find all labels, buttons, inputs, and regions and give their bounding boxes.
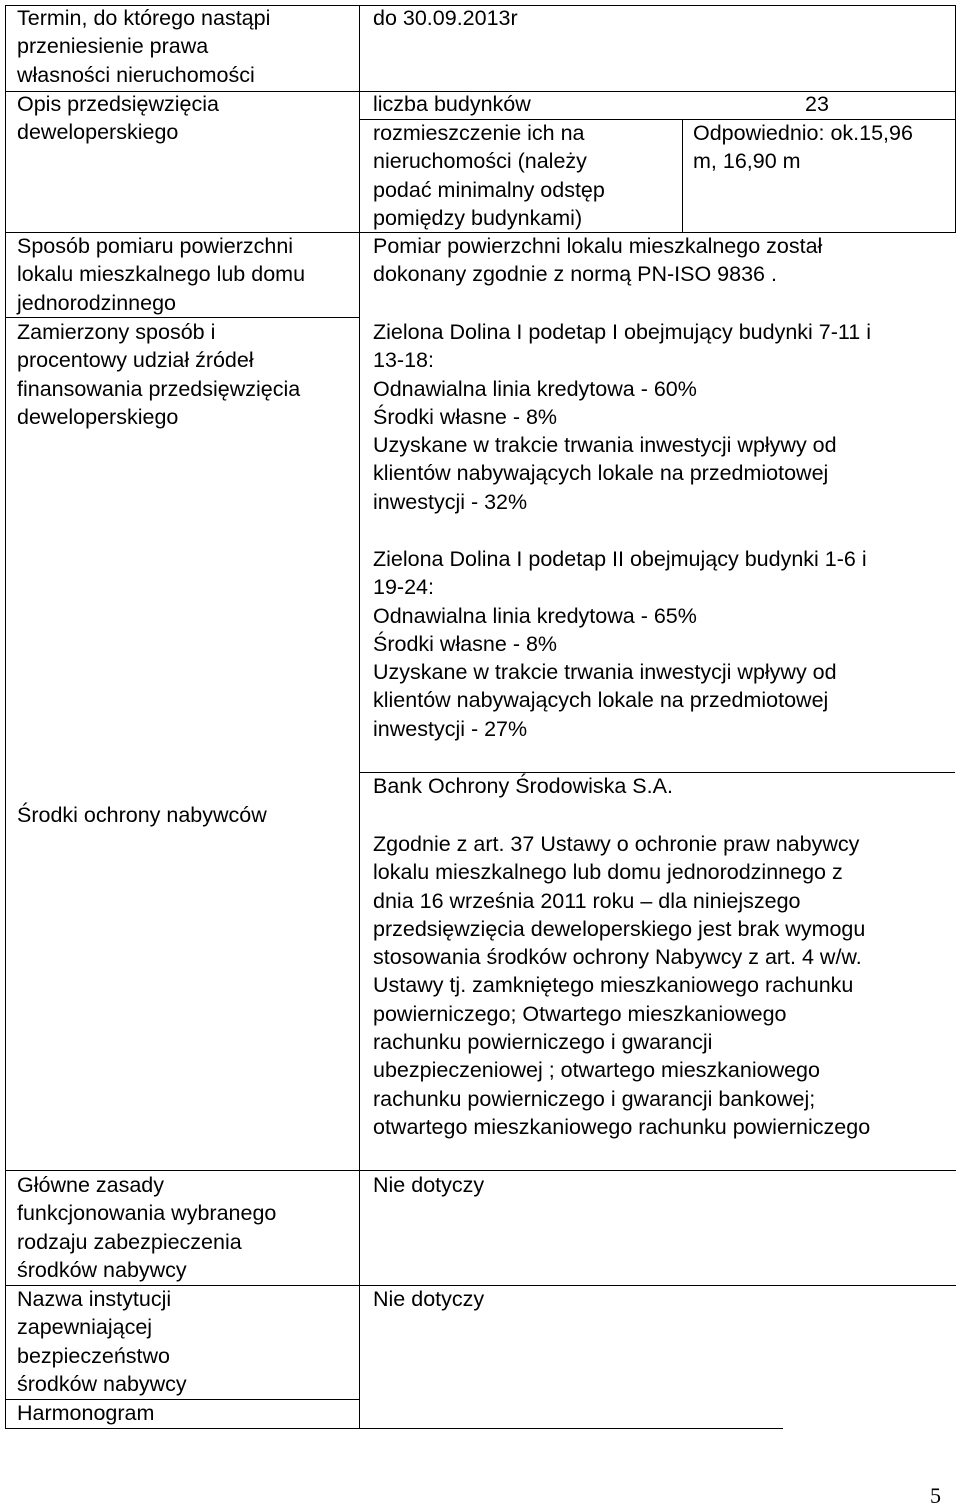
label-line: Główne zasady — [17, 1173, 164, 1197]
value-line: powierniczego; Otwartego mieszkaniowego — [373, 1001, 787, 1026]
label-line: Opis przedsięwzięcia — [17, 92, 219, 116]
value-line: Uzyskane w trakcie trwania inwestycji wpływy od — [373, 433, 837, 458]
grid-sub-divider — [682, 120, 683, 232]
finansowanie-etap1 — [373, 318, 871, 516]
pomiar-label — [17, 232, 305, 317]
value-line: rachunku powierniczego i gwarancji bankowej; — [373, 1086, 816, 1111]
grid-left-border — [5, 5, 6, 1429]
building-count-label: liczba budynków — [373, 92, 531, 116]
zasady-label — [17, 1171, 276, 1284]
grid-bottom-border — [5, 1428, 783, 1429]
value-line: Zgodnie z art. 37 Ustawy o ochronie praw nabywcy — [373, 832, 860, 856]
label-line: środków nabywcy — [17, 1257, 187, 1282]
grid-column-divider — [359, 5, 360, 1429]
value-line: Środki własne - 8% — [373, 631, 558, 656]
value-line: stosowania środków ochrony Nabywcy z art. 4 w/w. — [373, 945, 862, 970]
pomiar-value — [373, 232, 822, 289]
finansowanie-etap2 — [373, 545, 867, 743]
label-line: finansowania przedsięwzięcia — [17, 376, 301, 401]
value-line: dokonany zgodnie z normą PN-ISO 9836 . — [373, 262, 777, 287]
label-line: deweloperskiego — [17, 120, 179, 145]
value-line: Odnawialna linia kredytowa - 60% — [373, 376, 697, 401]
instytucja-value: Nie dotyczy — [373, 1287, 485, 1311]
building-count-value: 23 — [805, 92, 829, 116]
label-line: lokalu mieszkalnego lub domu — [17, 262, 306, 287]
value-line: Pomiar powierzchni lokalu mieszkalnego został — [373, 234, 823, 258]
value-line: Uzyskane w trakcie trwania inwestycji wpływy od — [373, 660, 837, 685]
opis-label — [17, 90, 219, 147]
value-line: klientów nabywających lokale na przedmiotowej — [373, 688, 829, 713]
label-line: procentowy udział źródeł — [17, 348, 254, 373]
instytucja-label — [17, 1285, 187, 1398]
label-line: Nazwa instytucji — [17, 1287, 172, 1311]
value-line: otwartego mieszkaniowego rachunku powierniczego — [373, 1114, 871, 1139]
value-line: Zielona Dolina I podetap II obejmujący budynki 1-6 i — [373, 547, 867, 571]
finansowanie-label — [17, 318, 300, 431]
value-line: inwestycji - 32% — [373, 489, 528, 514]
value-line: Środki własne - 8% — [373, 404, 558, 429]
label-line: zapewniającej — [17, 1315, 153, 1340]
value-line: rachunku powierniczego i gwarancji — [373, 1030, 713, 1055]
label-line: jednorodzinnego — [17, 290, 176, 315]
label-line: podać minimalny odstęp — [373, 177, 605, 202]
termin-value: do 30.09.2013r — [373, 6, 518, 30]
value-line: lokalu mieszkalnego lub domu jednorodzinnego z — [373, 860, 843, 885]
value-line: przedsięwzięcia deweloperskiego jest brak wymogu — [373, 916, 866, 941]
ochrona-bank: Bank Ochrony Środowiska S.A. — [373, 774, 673, 798]
building-layout-value — [693, 119, 913, 176]
label-line: Sposób pomiaru powierzchni — [17, 234, 294, 258]
label-line: bezpieczeństwo — [17, 1343, 170, 1368]
label-line: Zamierzony sposób i — [17, 320, 216, 344]
value-line: Ustawy tj. zamkniętego mieszkaniowego rachunku — [373, 973, 854, 998]
value-line: ubezpieczeniowej ; otwartego mieszkaniowego — [373, 1058, 820, 1083]
value-line: 13-18: — [373, 348, 434, 373]
label-line: rodzaju zabezpieczenia — [17, 1229, 242, 1254]
value-line: dnia 16 września 2011 roku – dla niniejszego — [373, 888, 801, 913]
value-line: Zielona Dolina I podetap I obejmujący budynki 7-11 i — [373, 320, 871, 344]
label-line: Termin, do którego nastąpi — [17, 6, 271, 30]
label-line: środków nabywcy — [17, 1371, 187, 1396]
value-line: 19-24: — [373, 575, 434, 600]
label-line: własności nieruchomości — [17, 62, 255, 87]
value-line: m, 16,90 m — [693, 149, 801, 174]
ochrona-label: Środki ochrony nabywców — [17, 803, 267, 827]
label-line: rozmieszczenie ich na — [373, 121, 585, 145]
building-layout-label — [373, 119, 605, 232]
zasady-value: Nie dotyczy — [373, 1173, 485, 1197]
termin-label — [17, 4, 270, 89]
label-line: przeniesienie prawa — [17, 34, 209, 59]
label-line: nieruchomości (należy — [373, 149, 587, 174]
harmonogram-label: Harmonogram — [17, 1401, 155, 1425]
label-line: funkcjonowania wybranego — [17, 1201, 277, 1226]
page-number: 5 — [930, 1483, 941, 1508]
value-line: inwestycji - 27% — [373, 716, 528, 741]
value-line: Odpowiednio: ok.15,96 — [693, 121, 913, 145]
label-line: deweloperskiego — [17, 404, 179, 429]
label-line: pomiędzy budynkami) — [373, 205, 583, 230]
value-line: Odnawialna linia kredytowa - 65% — [373, 603, 697, 628]
ochrona-text — [373, 830, 870, 1141]
value-line: klientów nabywających lokale na przedmiotowej — [373, 461, 829, 486]
